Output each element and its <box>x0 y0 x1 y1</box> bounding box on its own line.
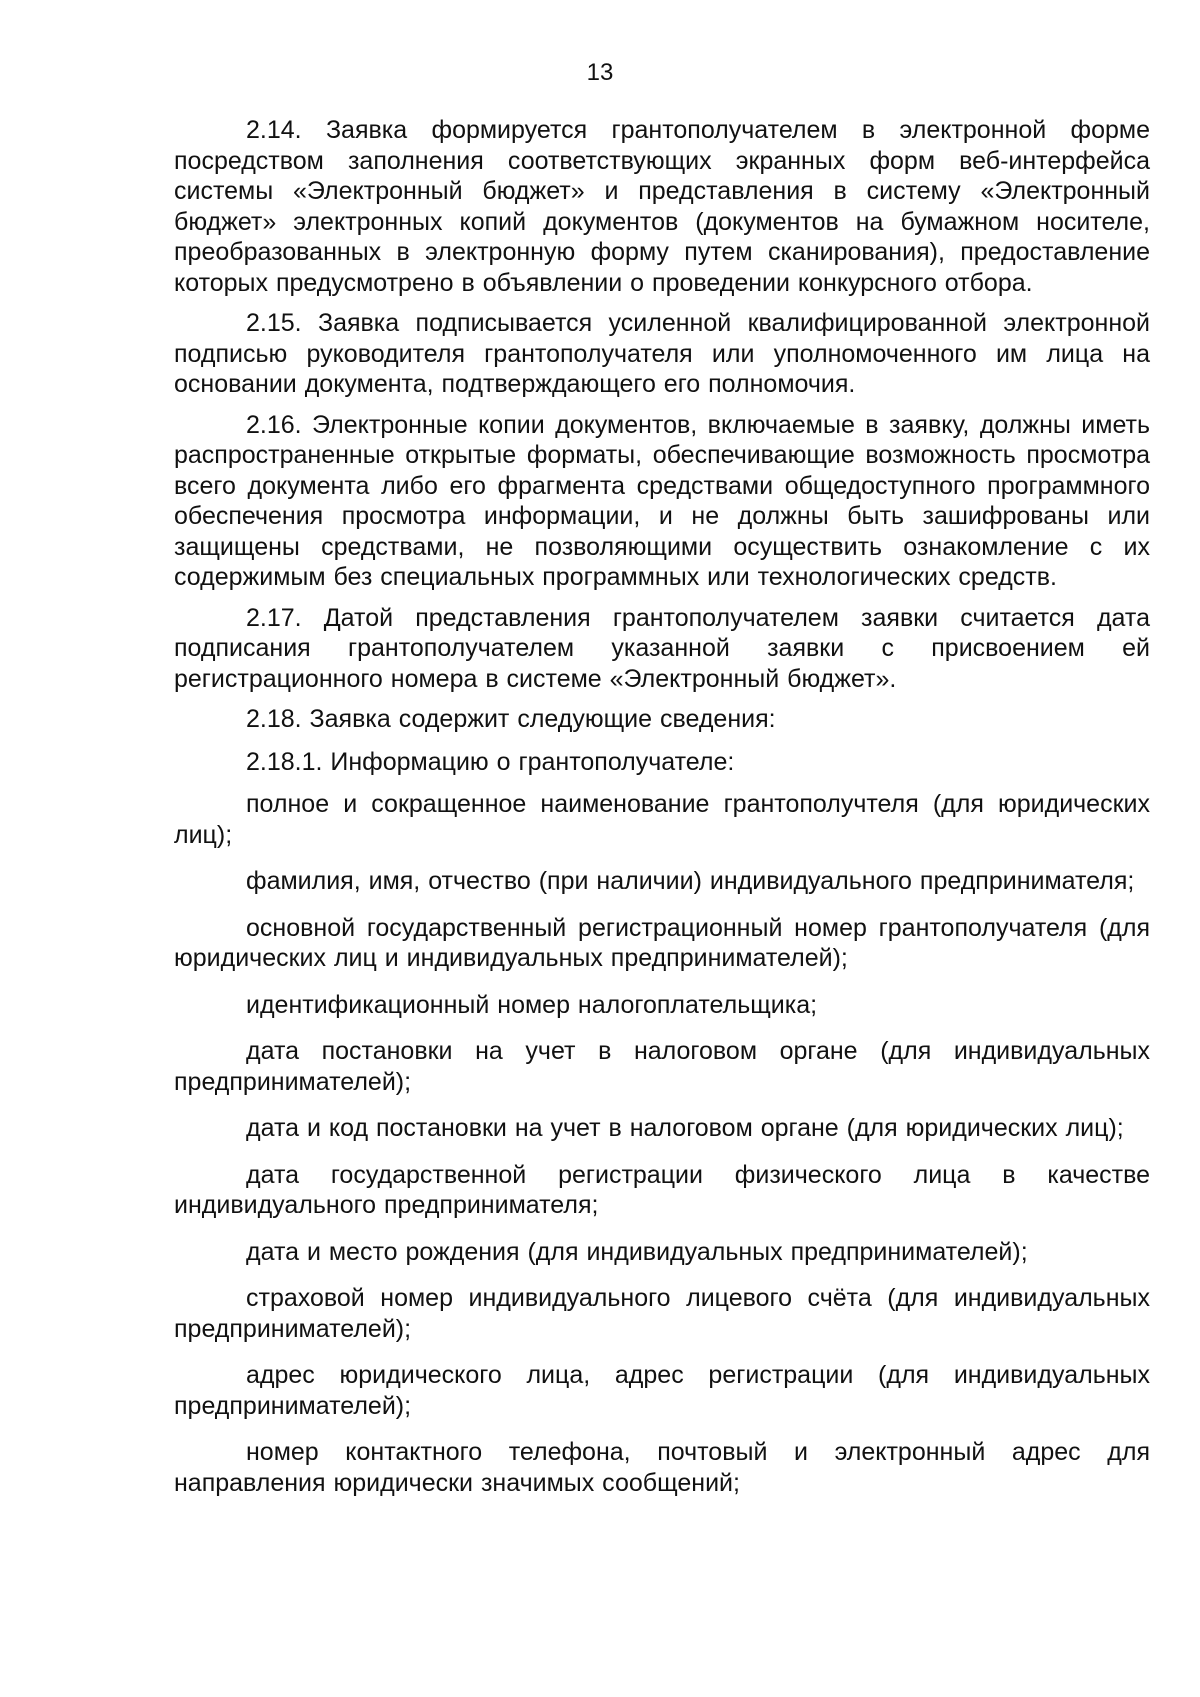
paragraph-2-18-1: 2.18.1. Информацию о грантополучателе: <box>246 747 735 776</box>
list-item: фамилия, имя, отчество (при наличии) индивидуального предпринимателя; <box>246 867 1135 895</box>
list-item: основной государственный регистрационный номер грантополучателя (для юридических лиц и индивидуальных предпринимателей); <box>174 913 1150 972</box>
list-item: адрес юридического лица, адрес регистрации (для индивидуальных предпринимателей); <box>174 1361 1150 1420</box>
list-item: дата государственной регистрации физического лица в качестве индивидуального предпринимателя; <box>174 1160 1150 1219</box>
list-item: страховой номер индивидуального лицевого счёта (для индивидуальных предпринимателей); <box>174 1284 1150 1343</box>
list-item: дата и код постановки на учет в налоговом органе (для юридических лиц); <box>246 1114 1124 1142</box>
list-item: идентификационный номер налогоплательщика; <box>246 990 818 1019</box>
page-number: 13 <box>586 59 614 86</box>
paragraph-2-18: 2.18. Заявка содержит следующие сведения: <box>246 705 776 733</box>
document-body <box>174 115 1150 1514</box>
list-item: полное и сокращенное наименование грантополучтеля (для юридических лиц); <box>174 790 1150 849</box>
list-item: номер контактного телефона, почтовый и электронный адрес для направления юридически значимых сообщений; <box>174 1438 1150 1497</box>
paragraph-2-16: 2.16. Электронные копии документов, включаемые в заявку, должны иметь распространенные открытые форматы, обеспечивающие возможность просмотра всего документа либо его фрагмента средствами общедоступного программного обеспечения просмотра информации, и не должны быть зашифрованы или защищены средствами, не позволяющими осуществить ознакомление с их содержимым без специальных программных или технологических средств. <box>174 410 1150 591</box>
paragraph-2-14: 2.14. Заявка формируется грантополучателем в электронной форме посредством заполнения соответствующих экранных форм веб-интерфейса системы «Электронный бюджет» и представления в систему «Электронный бюджет» электронных копий документов (документов на бумажном носителе, преобразованных в электронную форму путем сканирования), предоставление которых предусмотрено в объявлении о проведении конкурсного отбора. <box>174 116 1150 297</box>
paragraph-2-17: 2.17. Датой представления грантополучателем заявки считается дата подписания грантополучателем указанной заявки с присвоением ей регистрационного номера в системе «Электронный бюджет». <box>174 603 1150 693</box>
list-item: дата постановки на учет в налоговом органе (для индивидуальных предпринимателей); <box>174 1037 1150 1096</box>
paragraph-2-15: 2.15. Заявка подписывается усиленной квалифицированной электронной подписью руководителя грантополучателя или уполномоченного им лица на основании документа, подтверждающего его полномочия. <box>174 309 1150 398</box>
list-item: дата и место рождения (для индивидуальных предпринимателей); <box>246 1237 1028 1266</box>
